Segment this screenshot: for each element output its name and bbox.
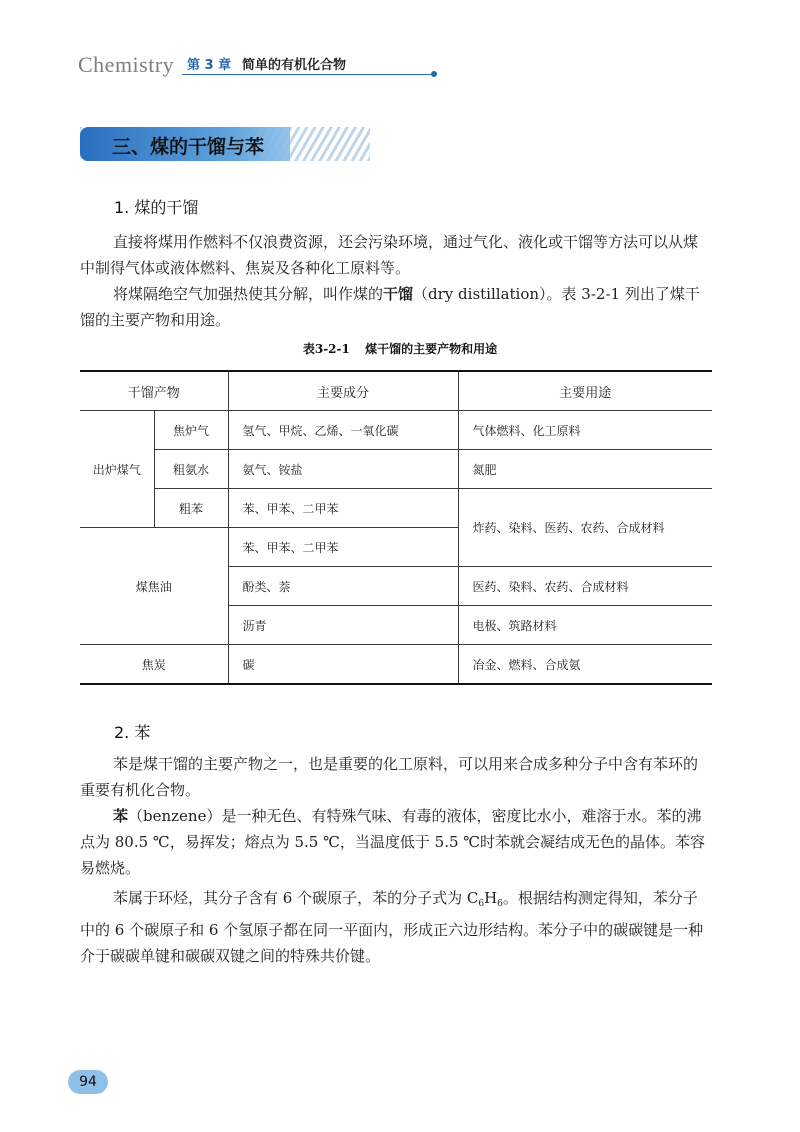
- running-header: [78, 50, 368, 80]
- page-number: 94: [68, 1070, 108, 1094]
- formula-subscript: 6: [478, 899, 485, 909]
- cell-product: 粗氨水: [154, 450, 228, 489]
- section-banner: [80, 127, 370, 161]
- cell-use: 冶金、燃料、合成氨: [458, 645, 712, 685]
- subsection-heading-1: 1. 煤的干馏: [114, 198, 199, 217]
- section-title: 三、煤的干馏与苯: [112, 136, 265, 158]
- table-row: [80, 450, 712, 489]
- table-caption: [0, 340, 800, 357]
- text-segment: （dry distillation）。表 3-2-1 列出了煤干馏的主要产物和用途。: [80, 285, 700, 329]
- header-composition: 主要成分: [228, 371, 458, 411]
- cell-coke: 焦炭: [80, 645, 228, 685]
- cell-composition: 苯、甲苯、二甲苯: [228, 489, 458, 528]
- paragraph-dry-distillation: [80, 281, 712, 333]
- cell-product: 粗苯: [154, 489, 228, 528]
- paragraph-coal-use: 直接将煤用作燃料不仅浪费资源，还会污染环境，通过气化、液化或干馏等方法可以从煤中制得气体或液体燃料、焦炭及各种化工原料等。: [80, 233, 699, 277]
- cell-coal-tar: 煤焦油: [80, 528, 228, 645]
- subsection-heading-2: 2. 苯: [114, 723, 151, 742]
- header-dot: [431, 71, 437, 77]
- chapter-title: 简单的有机化合物: [242, 58, 347, 73]
- paragraph-benzene-intro: 苯是煤干馏的主要产物之一，也是重要的化工原料，可以用来合成多种分子中含有苯环的重要有机化合物。: [80, 755, 699, 799]
- header-use: 主要用途: [458, 371, 712, 411]
- chapter-number: 第 3 章: [187, 58, 232, 73]
- text-segment: 。根据结构测定得知，苯分子中的 6 个碳原子和 6 个氢原子都在同一平面内，形成正六边形结构。苯分子中的碳碳键是一种介于碳碳单键和碳碳双键之间的特殊共价键。: [80, 889, 704, 965]
- cell-use: 氮肥: [458, 450, 712, 489]
- formula-hydrogen: H: [484, 889, 498, 907]
- table-row: [80, 411, 712, 450]
- cell-composition: 碳: [228, 645, 458, 685]
- paragraph-benzene-properties: [80, 803, 712, 881]
- formula-subscript: 6: [497, 899, 503, 909]
- text-segment: 将煤隔绝空气加强热使其分解，叫作煤的: [113, 285, 384, 303]
- cell-composition: 氨气、铵盐: [228, 450, 458, 489]
- term-benzene: 苯: [113, 807, 129, 825]
- header-product: 干馏产物: [80, 371, 228, 411]
- text-segment: （benzene）是一种无色、有特殊气味、有毒的液体，密度比水小，难溶于水。苯的沸点为 80.5 ℃，易挥发；熔点为 5.5 ℃，当温度低于 5.5 ℃时苯就会凝结成无色的晶体。苯容易燃烧。: [80, 807, 706, 877]
- term-dry-distillation: 干馏: [383, 285, 414, 303]
- cell-group-gas: 出炉煤气: [80, 411, 154, 528]
- cell-composition: 酚类、萘: [228, 567, 458, 606]
- cell-product: 焦炉气: [154, 411, 228, 450]
- table-row: [80, 489, 712, 528]
- table-row: [80, 645, 712, 685]
- table-header-row: [80, 371, 712, 411]
- paragraph-benzene-structure: [80, 885, 712, 969]
- cell-composition: 沥青: [228, 606, 458, 645]
- cell-composition: 苯、甲苯、二甲苯: [228, 528, 458, 567]
- brand-label: Chemistry: [78, 52, 175, 77]
- table-caption-number: 表3-2-1: [302, 342, 350, 356]
- table-caption-title: 煤干馏的主要产物和用途: [365, 342, 498, 356]
- cell-composition: 氢气、甲烷、乙烯、一氧化碳: [228, 411, 458, 450]
- cell-use: 气体燃料、化工原料: [458, 411, 712, 450]
- cell-use: 医药、染料、农药、合成材料: [458, 567, 712, 606]
- products-table: [80, 370, 712, 685]
- cell-use: 炸药、染料、医药、农药、合成材料: [458, 489, 712, 567]
- header-rule: [182, 74, 432, 75]
- text-segment: 苯属于环烃，其分子含有 6 个碳原子，苯的分子式为 C: [113, 889, 479, 907]
- cell-use: 电极、筑路材料: [458, 606, 712, 645]
